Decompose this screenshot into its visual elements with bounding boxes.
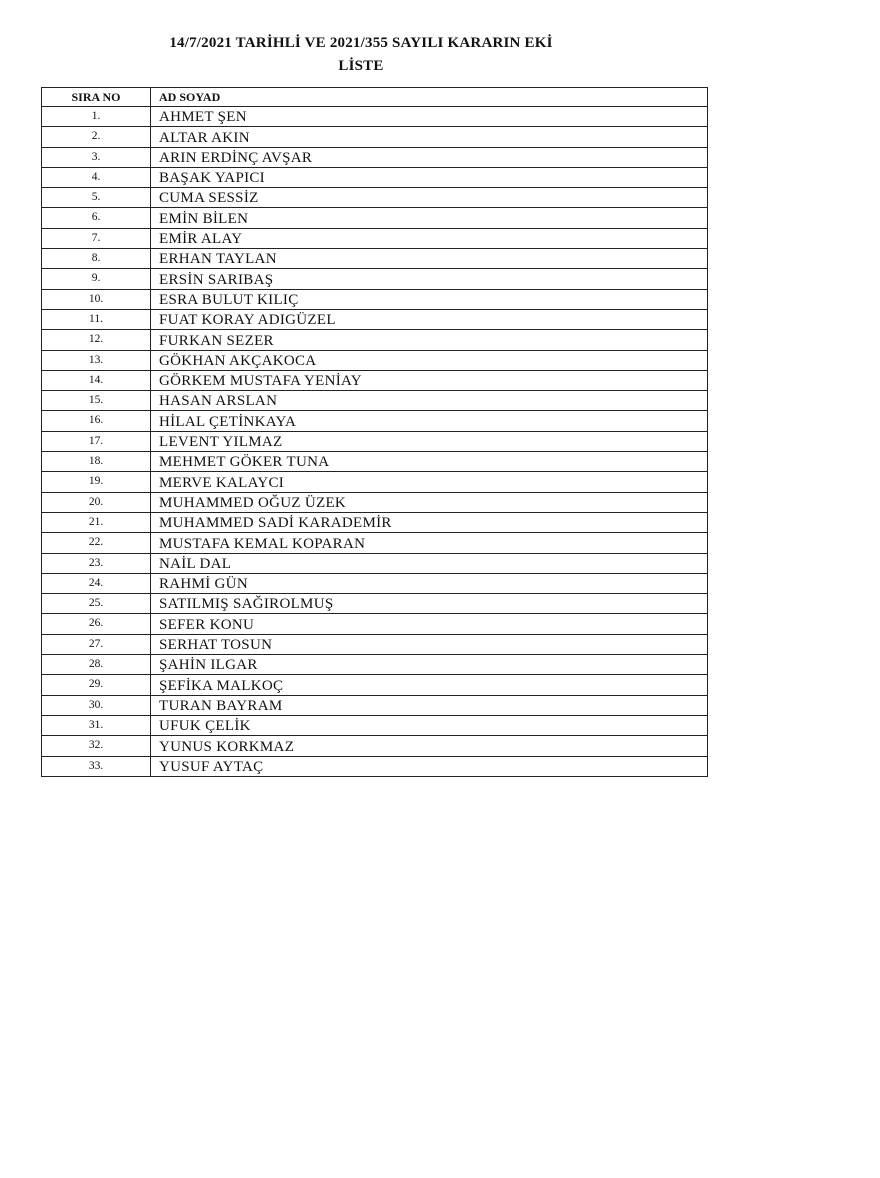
row-full-name: FUAT KORAY ADIGÜZEL [151,309,708,329]
table-row [42,675,708,695]
row-number: 10. [42,289,151,309]
table-row [42,370,708,390]
row-full-name: UFUK ÇELİK [151,715,708,735]
row-number: 28. [42,655,151,675]
table-row [42,309,708,329]
row-full-name: GÖRKEM MUSTAFA YENİAY [151,370,708,390]
row-number: 19. [42,472,151,492]
row-full-name: YUSUF AYTAÇ [151,756,708,776]
row-full-name: SERHAT TOSUN [151,634,708,654]
row-number: 16. [42,411,151,431]
row-full-name: SATILMIŞ SAĞIROLMUŞ [151,594,708,614]
row-full-name: MUHAMMED OĞUZ ÜZEK [151,492,708,512]
row-full-name: RAHMİ GÜN [151,573,708,593]
row-number: 32. [42,736,151,756]
row-number: 20. [42,492,151,512]
row-full-name: MUSTAFA KEMAL KOPARAN [151,533,708,553]
table-row [42,472,708,492]
table-row [42,594,708,614]
table-row [42,411,708,431]
table-row [42,228,708,248]
table-row [42,391,708,411]
row-full-name: ERHAN TAYLAN [151,249,708,269]
row-full-name: ŞAHİN ILGAR [151,655,708,675]
row-number: 4. [42,167,151,187]
table-row [42,756,708,776]
header-sira-no: SIRA NO [42,88,151,107]
row-full-name: ESRA BULUT KILIÇ [151,289,708,309]
row-full-name: HİLAL ÇETİNKAYA [151,411,708,431]
row-number: 3. [42,147,151,167]
table-body [42,107,708,777]
table-row [42,431,708,451]
row-full-name: MUHAMMED SADİ KARADEMİR [151,512,708,532]
table-row [42,269,708,289]
row-number: 17. [42,431,151,451]
name-list-table [41,87,708,777]
row-full-name: CUMA SESSİZ [151,188,708,208]
table-row [42,147,708,167]
table-header-row [42,88,708,107]
row-number: 11. [42,309,151,329]
row-full-name: YUNUS KORKMAZ [151,736,708,756]
table-row [42,249,708,269]
table-row [42,289,708,309]
table-row [42,573,708,593]
table-row [42,107,708,127]
row-full-name: NAİL DAL [151,553,708,573]
table-row [42,330,708,350]
row-full-name: ŞEFİKA MALKOÇ [151,675,708,695]
row-number: 2. [42,127,151,147]
row-number: 9. [42,269,151,289]
row-full-name: ERSİN SARIBAŞ [151,269,708,289]
row-full-name: MERVE KALAYCI [151,472,708,492]
table-row [42,188,708,208]
row-full-name: SEFER KONU [151,614,708,634]
row-number: 15. [42,391,151,411]
row-number: 30. [42,695,151,715]
table-row [42,452,708,472]
row-full-name: EMİR ALAY [151,228,708,248]
row-number: 14. [42,370,151,390]
row-number: 8. [42,249,151,269]
row-full-name: ARIN ERDİNÇ AVŞAR [151,147,708,167]
row-number: 23. [42,553,151,573]
row-number: 7. [42,228,151,248]
table-row [42,736,708,756]
row-full-name: LEVENT YILMAZ [151,431,708,451]
table-row [42,208,708,228]
row-number: 29. [42,675,151,695]
row-full-name: MEHMET GÖKER TUNA [151,452,708,472]
table-row [42,695,708,715]
row-number: 21. [42,512,151,532]
row-number: 24. [42,573,151,593]
table-row [42,512,708,532]
header-ad-soyad: AD SOYAD [151,88,708,107]
table-row [42,655,708,675]
table-row [42,634,708,654]
row-number: 33. [42,756,151,776]
row-number: 12. [42,330,151,350]
table-row [42,350,708,370]
row-number: 22. [42,533,151,553]
row-full-name: EMİN BİLEN [151,208,708,228]
document-title: 14/7/2021 TARİHLİ VE 2021/355 SAYILI KARARIN EKİ [169,35,553,51]
table-row [42,533,708,553]
row-number: 26. [42,614,151,634]
document-subtitle: LİSTE [338,58,384,74]
row-number: 31. [42,715,151,735]
table-row [42,127,708,147]
row-number: 6. [42,208,151,228]
row-full-name: HASAN ARSLAN [151,391,708,411]
row-number: 18. [42,452,151,472]
row-number: 25. [42,594,151,614]
row-number: 27. [42,634,151,654]
row-number: 5. [42,188,151,208]
table-row [42,167,708,187]
row-full-name: ALTAR AKIN [151,127,708,147]
table-row [42,492,708,512]
table-row [42,553,708,573]
row-full-name: FURKAN SEZER [151,330,708,350]
row-number: 13. [42,350,151,370]
row-number: 1. [42,107,151,127]
row-full-name: AHMET ŞEN [151,107,708,127]
row-full-name: BAŞAK YAPICI [151,167,708,187]
row-full-name: TURAN BAYRAM [151,695,708,715]
table-row [42,715,708,735]
row-full-name: GÖKHAN AKÇAKOCA [151,350,708,370]
table-row [42,614,708,634]
